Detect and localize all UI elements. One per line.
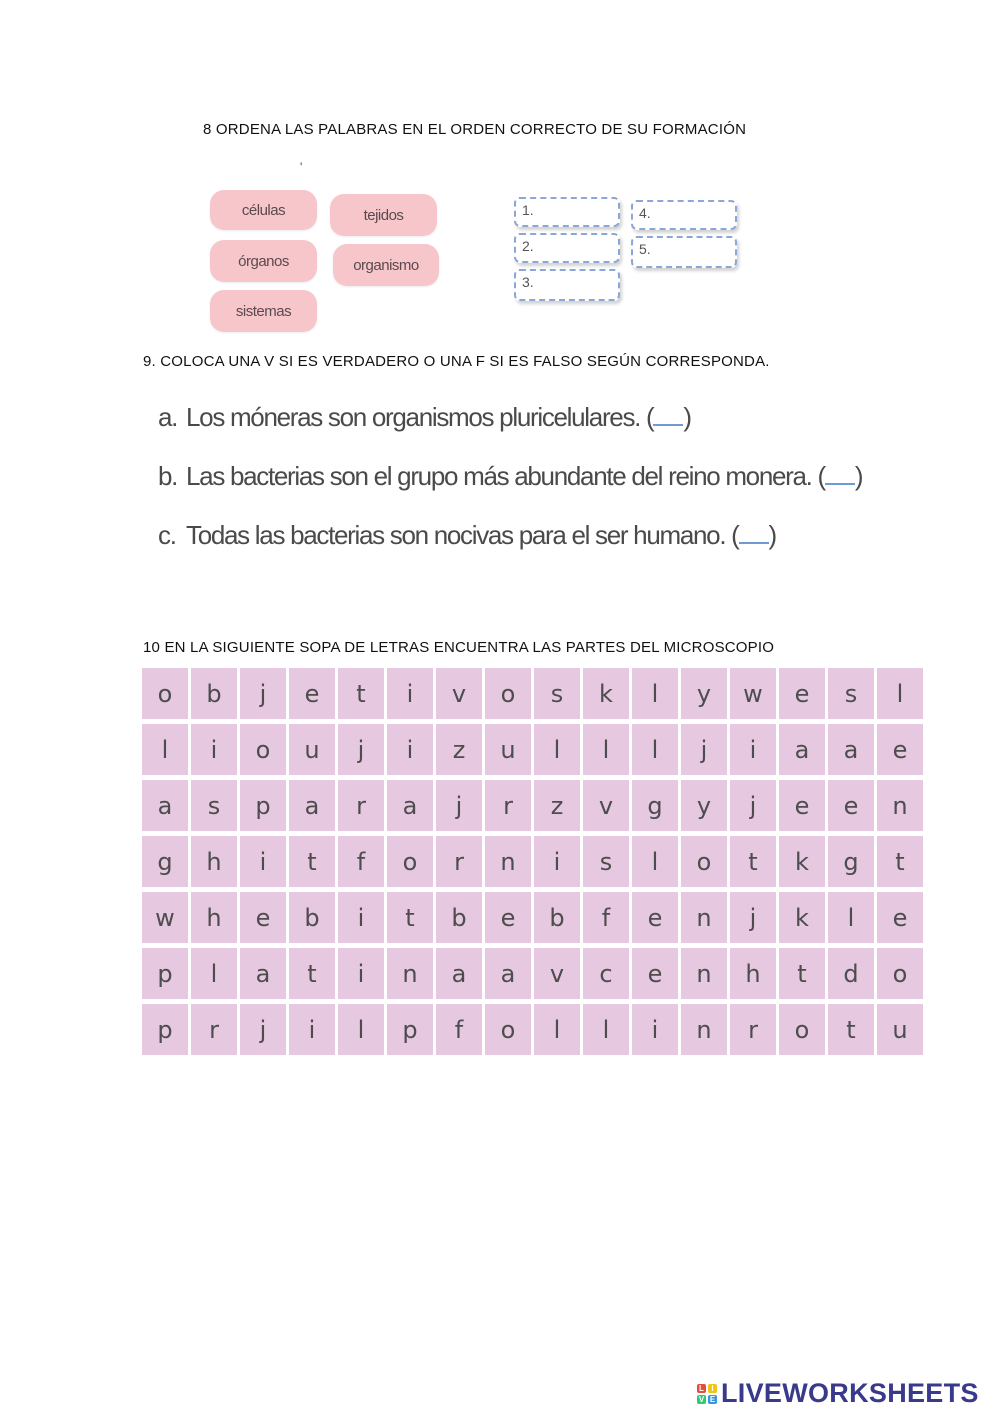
letter-cell[interactable]: y <box>681 780 727 831</box>
letter-cell[interactable]: l <box>142 724 188 775</box>
letter-cell[interactable]: i <box>191 724 237 775</box>
word-search-grid <box>142 668 923 1055</box>
slot-number: 4. <box>639 205 651 221</box>
letter-cell[interactable]: d <box>828 948 874 999</box>
letter-cell[interactable]: t <box>289 948 335 999</box>
q8-title: 8 ORDENA LAS PALABRAS EN EL ORDEN CORRECTO DE SU FORMACIÓN <box>203 121 747 138</box>
letter-cell[interactable]: i <box>240 836 286 887</box>
item-text: Los móneras son organismos pluricelulares. ( <box>186 402 654 432</box>
letter-cell[interactable]: b <box>534 892 580 943</box>
slot-number: 1. <box>522 202 534 218</box>
letter-cell[interactable]: e <box>779 668 825 719</box>
logo-square: V <box>698 1394 705 1404</box>
letter-cell[interactable]: w <box>730 668 776 719</box>
order-input-1[interactable] <box>540 201 614 223</box>
letter-cell[interactable]: a <box>485 948 531 999</box>
letter-cell[interactable]: e <box>632 948 678 999</box>
order-input-3[interactable] <box>540 273 614 297</box>
letter-cell[interactable]: y <box>681 668 727 719</box>
letter-cell[interactable]: l <box>632 836 678 887</box>
letter-cell[interactable]: n <box>387 948 433 999</box>
letter-cell[interactable]: b <box>289 892 335 943</box>
item-close: ) <box>683 402 691 432</box>
letter-cell[interactable]: n <box>877 780 923 831</box>
letter-cell[interactable]: t <box>877 836 923 887</box>
word-chip-sistemas[interactable]: sistemas <box>210 290 317 332</box>
letter-cell[interactable]: o <box>681 836 727 887</box>
word-chip-celulas[interactable]: células <box>210 190 317 230</box>
letter-cell[interactable]: e <box>632 892 678 943</box>
letter-cell[interactable]: e <box>828 780 874 831</box>
letter-cell[interactable]: i <box>289 1004 335 1055</box>
liveworksheets-icon <box>697 1384 717 1404</box>
order-input-2[interactable] <box>540 237 614 259</box>
letter-cell[interactable]: a <box>436 948 482 999</box>
logo-square: I <box>708 1384 717 1393</box>
letter-cell[interactable]: f <box>338 836 384 887</box>
letter-cell[interactable]: r <box>436 836 482 887</box>
order-slot-1[interactable] <box>514 197 620 227</box>
tf-item-a <box>158 402 691 433</box>
letter-cell[interactable]: z <box>534 780 580 831</box>
letter-cell[interactable]: o <box>485 668 531 719</box>
letter-cell[interactable]: g <box>142 836 188 887</box>
item-close: ) <box>768 520 776 550</box>
letter-cell[interactable]: e <box>240 892 286 943</box>
letter-cell[interactable]: e <box>877 724 923 775</box>
answer-blank-c[interactable] <box>739 520 769 544</box>
letter-cell[interactable]: e <box>877 892 923 943</box>
letter-cell[interactable]: v <box>534 948 580 999</box>
liveworksheets-logo <box>697 1378 979 1409</box>
letter-cell[interactable]: u <box>485 724 531 775</box>
letter-cell[interactable]: i <box>534 836 580 887</box>
order-slot-4[interactable] <box>631 200 737 230</box>
letter-cell[interactable]: g <box>632 780 678 831</box>
letter-cell[interactable]: i <box>338 892 384 943</box>
letter-cell[interactable]: a <box>289 780 335 831</box>
letter-cell[interactable]: a <box>779 724 825 775</box>
letter-cell[interactable]: k <box>779 836 825 887</box>
item-letter: c. <box>158 520 176 550</box>
letter-cell[interactable]: i <box>730 724 776 775</box>
letter-cell[interactable]: f <box>436 1004 482 1055</box>
letter-cell[interactable]: i <box>338 948 384 999</box>
tf-item-b <box>158 461 862 492</box>
letter-cell[interactable]: r <box>485 780 531 831</box>
letter-cell[interactable]: l <box>583 1004 629 1055</box>
letter-cell[interactable]: j <box>681 724 727 775</box>
slot-number: 2. <box>522 238 534 254</box>
letter-cell[interactable]: b <box>436 892 482 943</box>
logo-square: L <box>697 1384 706 1393</box>
order-input-4[interactable] <box>657 204 731 226</box>
letter-cell[interactable]: s <box>191 780 237 831</box>
letter-cell[interactable]: i <box>632 1004 678 1055</box>
letter-cell[interactable]: a <box>240 948 286 999</box>
letter-cell[interactable]: o <box>877 948 923 999</box>
letter-cell[interactable]: o <box>240 724 286 775</box>
letter-cell[interactable]: s <box>828 668 874 719</box>
logo-square: E <box>709 1394 716 1404</box>
letter-cell[interactable]: e <box>485 892 531 943</box>
letter-cell[interactable]: k <box>779 892 825 943</box>
letter-cell[interactable]: c <box>583 948 629 999</box>
letter-cell[interactable]: t <box>387 892 433 943</box>
letter-cell[interactable]: b <box>191 668 237 719</box>
letter-cell[interactable]: h <box>730 948 776 999</box>
letter-cell[interactable]: t <box>828 1004 874 1055</box>
letter-cell[interactable]: n <box>485 836 531 887</box>
item-close: ) <box>854 461 863 491</box>
letter-cell[interactable]: i <box>387 724 433 775</box>
letter-cell[interactable]: h <box>191 836 237 887</box>
letter-cell[interactable]: l <box>191 948 237 999</box>
letter-cell[interactable]: s <box>534 668 580 719</box>
letter-cell[interactable]: l <box>632 668 678 719</box>
letter-cell[interactable]: t <box>779 948 825 999</box>
letter-cell[interactable]: u <box>877 1004 923 1055</box>
letter-cell[interactable]: l <box>877 668 923 719</box>
letter-cell[interactable]: o <box>779 1004 825 1055</box>
answer-blank-b[interactable] <box>825 461 855 485</box>
tf-item-c <box>158 520 776 551</box>
letter-cell[interactable]: o <box>387 836 433 887</box>
letter-cell[interactable]: s <box>583 836 629 887</box>
letter-cell[interactable]: l <box>828 892 874 943</box>
letter-cell[interactable]: p <box>142 948 188 999</box>
q9-title: 9. COLOCA UNA V SI ES VERDADERO O UNA F SI ES FALSO SEGÚN CORRESPONDA. <box>143 353 770 370</box>
letter-cell[interactable]: j <box>240 1004 286 1055</box>
letter-cell[interactable]: e <box>779 780 825 831</box>
order-slot-3[interactable] <box>514 269 620 301</box>
letter-cell[interactable]: f <box>583 892 629 943</box>
item-letter: a. <box>158 402 178 432</box>
slot-number: 3. <box>522 274 534 290</box>
letter-cell[interactable]: v <box>436 668 482 719</box>
letter-cell[interactable]: z <box>436 724 482 775</box>
letter-cell[interactable]: g <box>828 836 874 887</box>
letter-cell[interactable]: t <box>730 836 776 887</box>
slot-number: 5. <box>639 241 651 257</box>
letter-cell[interactable]: l <box>583 724 629 775</box>
letter-cell[interactable]: w <box>142 892 188 943</box>
word-chip-tejidos[interactable]: tejidos <box>330 194 437 236</box>
item-text: Las bacterias son el grupo más abundante del reino monera. ( <box>186 461 825 491</box>
letter-cell[interactable]: r <box>730 1004 776 1055</box>
letter-cell[interactable]: j <box>338 724 384 775</box>
letter-cell[interactable]: j <box>436 780 482 831</box>
letter-cell[interactable]: a <box>387 780 433 831</box>
letter-cell[interactable]: j <box>240 668 286 719</box>
letter-cell[interactable]: r <box>338 780 384 831</box>
word-chip-organismo[interactable]: organismo <box>333 244 439 286</box>
letter-cell[interactable]: u <box>289 724 335 775</box>
stray-mark: ' <box>300 160 303 174</box>
letter-cell[interactable]: o <box>142 668 188 719</box>
letter-cell[interactable]: t <box>338 668 384 719</box>
letter-cell[interactable]: a <box>828 724 874 775</box>
letter-cell[interactable]: l <box>534 724 580 775</box>
order-input-5[interactable] <box>657 240 731 264</box>
letter-cell[interactable]: o <box>485 1004 531 1055</box>
answer-blank-a[interactable] <box>653 402 683 426</box>
letter-cell[interactable]: h <box>191 892 237 943</box>
letter-cell[interactable]: p <box>240 780 286 831</box>
letter-cell[interactable]: a <box>142 780 188 831</box>
letter-cell[interactable]: p <box>142 1004 188 1055</box>
order-slot-2[interactable] <box>514 233 620 263</box>
word-chip-organos[interactable]: órganos <box>210 240 317 282</box>
letter-cell[interactable]: t <box>289 836 335 887</box>
letter-cell[interactable]: i <box>387 668 433 719</box>
item-letter: b. <box>158 461 178 491</box>
letter-cell[interactable]: p <box>387 1004 433 1055</box>
letter-cell[interactable]: e <box>289 668 335 719</box>
letter-cell[interactable]: l <box>534 1004 580 1055</box>
brand-name: LIVEWORKSHEETS <box>721 1378 979 1408</box>
letter-cell[interactable]: l <box>338 1004 384 1055</box>
letter-cell[interactable]: n <box>681 948 727 999</box>
letter-cell[interactable]: n <box>681 892 727 943</box>
order-slot-5[interactable] <box>631 236 737 268</box>
letter-cell[interactable]: j <box>730 892 776 943</box>
letter-cell[interactable]: n <box>681 1004 727 1055</box>
q10-title: 10 EN LA SIGUIENTE SOPA DE LETRAS ENCUENTRA LAS PARTES DEL MICROSCOPIO <box>143 639 775 656</box>
letter-cell[interactable]: j <box>730 780 776 831</box>
letter-cell[interactable]: k <box>583 668 629 719</box>
item-text: Todas las bacterias son nocivas para el ser humano. ( <box>186 520 739 550</box>
letter-cell[interactable]: v <box>583 780 629 831</box>
letter-cell[interactable]: r <box>191 1004 237 1055</box>
letter-cell[interactable]: l <box>632 724 678 775</box>
